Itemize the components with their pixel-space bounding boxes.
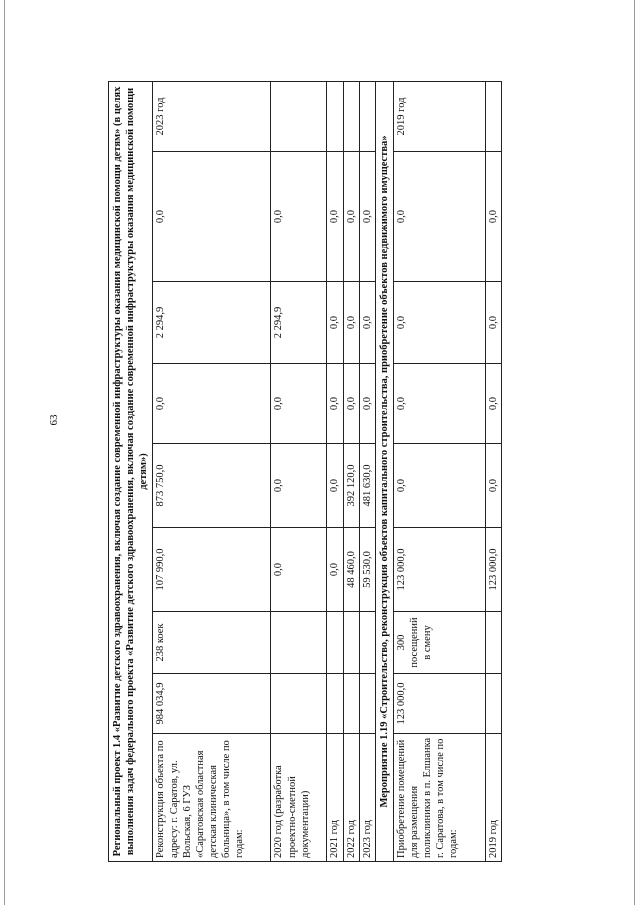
value-cell: 481 630,0 [359,444,375,528]
value-cell: 392 120,0 [343,444,359,528]
value-cell: 123 000,0 [393,528,485,612]
value-cell: 0,0 [327,152,343,282]
section2-header-row [375,81,393,861]
value-cell: 0,0 [485,282,501,364]
year-row [327,81,343,861]
object-name-cell: Приобретение помещений для размещения поликлиники в п. Елшанка г. Саратова, в том числе по годам: [393,734,485,862]
value-cell: 0,0 [343,152,359,282]
value-cell: 2 294,9 [153,282,271,364]
value-cell: 0,0 [485,444,501,528]
scan-edge-right [634,0,635,905]
capacity-cell: 300 посещений в смену [393,612,485,674]
value-cell: 0,0 [271,444,327,528]
value-cell: 123 000,0 [485,528,501,612]
capacity-cell: 238 коек [153,612,271,674]
value-cell: 0,0 [271,528,327,612]
scan-edge-left [4,0,5,905]
object-name-cell: Реконструкция объекта по адресу: г. Саратов, ул. Вольская, 6 ГУЗ «Саратовская областная детская клиническая больница», в том числе по годам: [153,734,271,862]
section1-header: Региональный проект 1.4 «Развитие детского здравоохранения, включая создание современной инфраструктуры оказания медицинской помощи детям» (в целях выполнения задач федерального проекта «Развитие детского здравоохранения, включая создание современной инфраструктуры оказания медицинской помощи детям») [109,81,153,861]
value-cell: 0,0 [327,444,343,528]
budget-table [108,81,502,862]
value-cell: 48 460,0 [343,528,359,612]
value-cell: 0,0 [153,152,271,282]
value-cell: 0,0 [359,364,375,444]
value-cell: 0,0 [393,444,485,528]
section1-main-row [153,81,271,861]
year-label: 2023 год [359,734,375,862]
year-row [359,81,375,861]
value-cell: 0,0 [327,528,343,612]
value-cell: 0,0 [393,152,485,282]
year-label: 2021 год [327,734,343,862]
year-label: 2020 год (разработка проектно-сметной документации) [271,734,327,862]
year-label: 2022 год [343,734,359,862]
page-number: 63 [48,414,60,426]
completion-year-cell: 2019 год [393,81,485,151]
value-cell: 0,0 [271,152,327,282]
value-cell: 59 530,0 [359,528,375,612]
value-cell: 0,0 [393,282,485,364]
year-label: 2019 год [485,734,501,862]
total-cell: 984 034,9 [153,674,271,734]
total-cell: 123 000,0 [393,674,485,734]
completion-year-cell: 2023 год [153,81,271,151]
value-cell: 0,0 [359,152,375,282]
year-row [271,81,327,861]
section2-main-row [393,81,485,861]
value-cell: 0,0 [327,282,343,364]
value-cell: 2 294,9 [271,282,327,364]
value-cell: 107 990,0 [153,528,271,612]
section2-header: Мероприятие 1.19 «Строительство, реконструкция объектов капитального строительства, приобретение объектов недвижимого имущества» [375,81,393,861]
value-cell: 0,0 [393,364,485,444]
value-cell: 873 750,0 [153,444,271,528]
value-cell: 0,0 [485,364,501,444]
year-row [485,81,501,861]
value-cell: 0,0 [343,364,359,444]
section1-header-row [109,81,153,861]
value-cell: 0,0 [359,282,375,364]
value-cell: 0,0 [153,364,271,444]
value-cell: 0,0 [485,152,501,282]
year-row [343,81,359,861]
rotated-table-area [108,82,514,862]
value-cell: 0,0 [327,364,343,444]
value-cell: 0,0 [271,364,327,444]
value-cell: 0,0 [343,282,359,364]
